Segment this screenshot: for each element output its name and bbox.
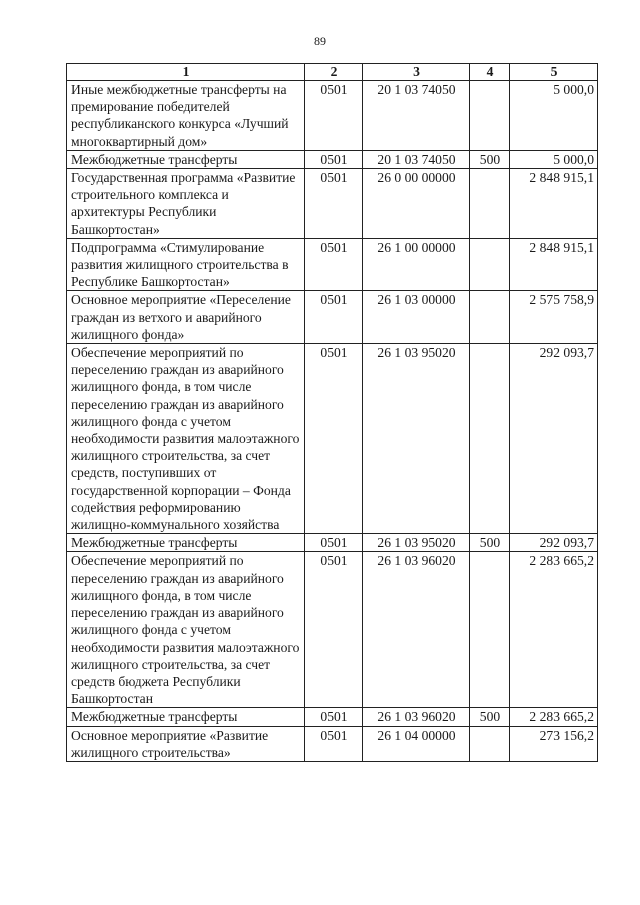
row-section: 0501 bbox=[305, 81, 363, 151]
row-section: 0501 bbox=[305, 344, 363, 534]
budget-table bbox=[66, 63, 598, 762]
row-target: 26 1 03 00000 bbox=[363, 291, 470, 344]
row-section: 0501 bbox=[305, 150, 363, 168]
row-type bbox=[470, 552, 510, 708]
row-target: 26 0 00 00000 bbox=[363, 169, 470, 239]
table-row bbox=[67, 169, 598, 239]
row-section: 0501 bbox=[305, 534, 363, 552]
row-name: Межбюджетные трансферты bbox=[67, 534, 305, 552]
row-target: 26 1 03 96020 bbox=[363, 708, 470, 726]
row-section: 0501 bbox=[305, 708, 363, 726]
row-section: 0501 bbox=[305, 726, 363, 761]
row-name: Обеспечение мероприятий по переселению граждан из аварийного жилищного фонда, в том числе переселению граждан из аварийного жилищного фонда с учетом необходимости развития малоэтажного жилищного строительства, за счет средств бюджета Республики Башкортостан bbox=[67, 552, 305, 708]
row-name: Подпрограмма «Стимулирование развития жилищного строительства в Республике Башкортостан» bbox=[67, 238, 305, 291]
row-name: Межбюджетные трансферты bbox=[67, 708, 305, 726]
row-name: Государственная программа «Развитие строительного комплекса и архитектуры Республики Башкортостан» bbox=[67, 169, 305, 239]
row-target: 26 1 04 00000 bbox=[363, 726, 470, 761]
row-amount: 292 093,7 bbox=[510, 344, 598, 534]
row-type bbox=[470, 291, 510, 344]
row-target: 26 1 03 95020 bbox=[363, 534, 470, 552]
row-target: 26 1 03 95020 bbox=[363, 344, 470, 534]
page-number: 89 bbox=[314, 34, 326, 48]
table-row bbox=[67, 150, 598, 168]
table-row bbox=[67, 726, 598, 761]
row-section: 0501 bbox=[305, 291, 363, 344]
row-type bbox=[470, 169, 510, 239]
row-name: Межбюджетные трансферты bbox=[67, 150, 305, 168]
row-amount: 5 000,0 bbox=[510, 81, 598, 151]
row-amount: 2 848 915,1 bbox=[510, 169, 598, 239]
row-amount: 292 093,7 bbox=[510, 534, 598, 552]
column-header-1: 1 bbox=[67, 64, 305, 81]
row-target: 20 1 03 74050 bbox=[363, 150, 470, 168]
table-row bbox=[67, 552, 598, 708]
row-target: 26 1 03 96020 bbox=[363, 552, 470, 708]
row-target: 20 1 03 74050 bbox=[363, 81, 470, 151]
row-target: 26 1 00 00000 bbox=[363, 238, 470, 291]
table-row bbox=[67, 238, 598, 291]
row-amount: 273 156,2 bbox=[510, 726, 598, 761]
row-type bbox=[470, 81, 510, 151]
table-row bbox=[67, 291, 598, 344]
table-row bbox=[67, 81, 598, 151]
row-type bbox=[470, 344, 510, 534]
row-section: 0501 bbox=[305, 169, 363, 239]
row-amount: 2 283 665,2 bbox=[510, 552, 598, 708]
table-header-row bbox=[67, 64, 598, 81]
row-section: 0501 bbox=[305, 238, 363, 291]
row-amount: 2 283 665,2 bbox=[510, 708, 598, 726]
row-type: 500 bbox=[470, 534, 510, 552]
row-type bbox=[470, 238, 510, 291]
row-type: 500 bbox=[470, 150, 510, 168]
row-section: 0501 bbox=[305, 552, 363, 708]
column-header-5: 5 bbox=[510, 64, 598, 81]
column-header-2: 2 bbox=[305, 64, 363, 81]
row-amount: 2 575 758,9 bbox=[510, 291, 598, 344]
row-name: Основное мероприятие «Переселение граждан из ветхого и аварийного жилищного фонда» bbox=[67, 291, 305, 344]
row-type: 500 bbox=[470, 708, 510, 726]
row-name: Основное мероприятие «Развитие жилищного строительства» bbox=[67, 726, 305, 761]
row-amount: 2 848 915,1 bbox=[510, 238, 598, 291]
table-row bbox=[67, 344, 598, 534]
table-row bbox=[67, 534, 598, 552]
column-header-3: 3 bbox=[363, 64, 470, 81]
table-row bbox=[67, 708, 598, 726]
row-name: Обеспечение мероприятий по переселению граждан из аварийного жилищного фонда, в том числе переселению граждан из аварийного жилищного фонда с учетом необходимости развития малоэтажного жилищного строительства, за счет средств, поступивших от государственной корпорации – Фонда содействия реформированию жилищно-коммунального хозяйства bbox=[67, 344, 305, 534]
column-header-4: 4 bbox=[470, 64, 510, 81]
row-amount: 5 000,0 bbox=[510, 150, 598, 168]
row-type bbox=[470, 726, 510, 761]
row-name: Иные межбюджетные трансферты на премирование победителей республиканского конкурса «Лучший многоквартирный дом» bbox=[67, 81, 305, 151]
